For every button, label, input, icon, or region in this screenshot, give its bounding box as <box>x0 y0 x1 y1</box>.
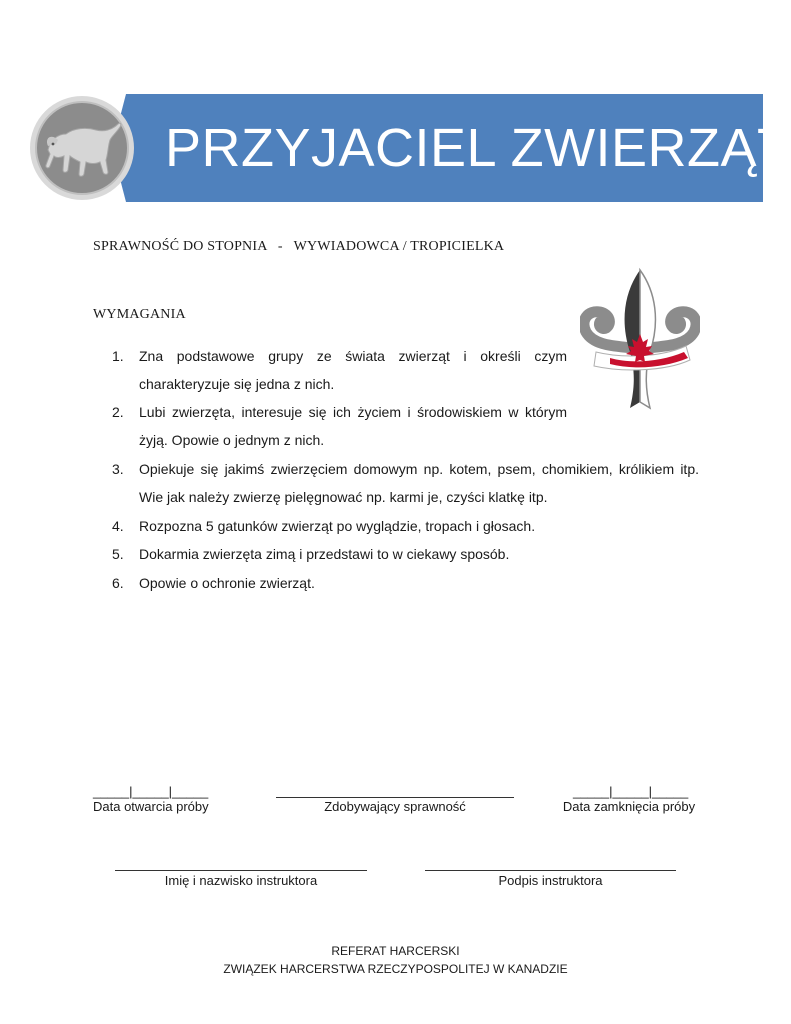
item-text: Rozpozna 5 gatunków zwierząt po wyglądzie, tropach i głosach. <box>139 518 536 534</box>
closing-date-field[interactable]: _____|_____|_____ <box>573 784 689 799</box>
item-text: Opiekuje się jakimś zwierzęciem domowym np. kotem, psem, chomikiem, królikiem itp. Wie jak należy zwierzę pielęgnować np. karmi je, czyści klatkę itp. <box>139 461 699 505</box>
requirements-heading: WYMAGANIA <box>93 307 186 322</box>
item-text: Lubi zwierzęta, interesuje się ich życiem i środowiskiem w którym żyją. Opowie o jednym z nich. <box>139 404 567 448</box>
instructor-name-label: Imię i nazwisko instruktora <box>164 873 318 888</box>
item-number: 6. <box>112 575 124 591</box>
item-number: 4. <box>112 518 124 534</box>
footer-organization-unit: REFERAT HARCERSKI <box>331 944 460 958</box>
badge-level-subtitle: SPRAWNOŚĆ DO STOPNIA - WYWIADOWCA / TROPICIELKA <box>93 239 505 254</box>
instructor-signature-line[interactable] <box>425 870 676 871</box>
candidate-signature-line[interactable] <box>276 797 514 798</box>
item-number: 3. <box>112 461 124 477</box>
item-number: 2. <box>112 404 124 420</box>
page-title: PRZYJACIEL ZWIERZĄT <box>165 118 791 178</box>
wildcat-icon <box>28 94 136 202</box>
item-text: Opowie o ochronie zwierząt. <box>139 575 315 591</box>
item-number: 5. <box>112 546 124 562</box>
instructor-signature-label: Podpis instruktora <box>498 873 603 888</box>
fleur-de-lis-maple-leaf-icon <box>580 266 700 414</box>
footer-organization-name: ZWIĄZEK HARCERSTWA RZECZYPOSPOLITEJ W KANADZIE <box>223 962 568 976</box>
item-number: 1. <box>112 348 124 364</box>
item-text: Zna podstawowe grupy ze świata zwierząt i określi czym charakteryzuje się jedna z nich. <box>139 348 567 392</box>
opening-date-label: Data otwarcia próby <box>93 799 209 814</box>
opening-date-field[interactable]: _____|_____|_____ <box>93 784 209 799</box>
closing-date-label: Data zamknięcia próby <box>562 799 696 814</box>
item-text: Dokarmia zwierzęta zimą i przedstawi to w ciekawy sposób. <box>139 546 510 562</box>
instructor-name-line[interactable] <box>115 870 367 871</box>
candidate-label: Zdobywający sprawność <box>324 799 466 814</box>
